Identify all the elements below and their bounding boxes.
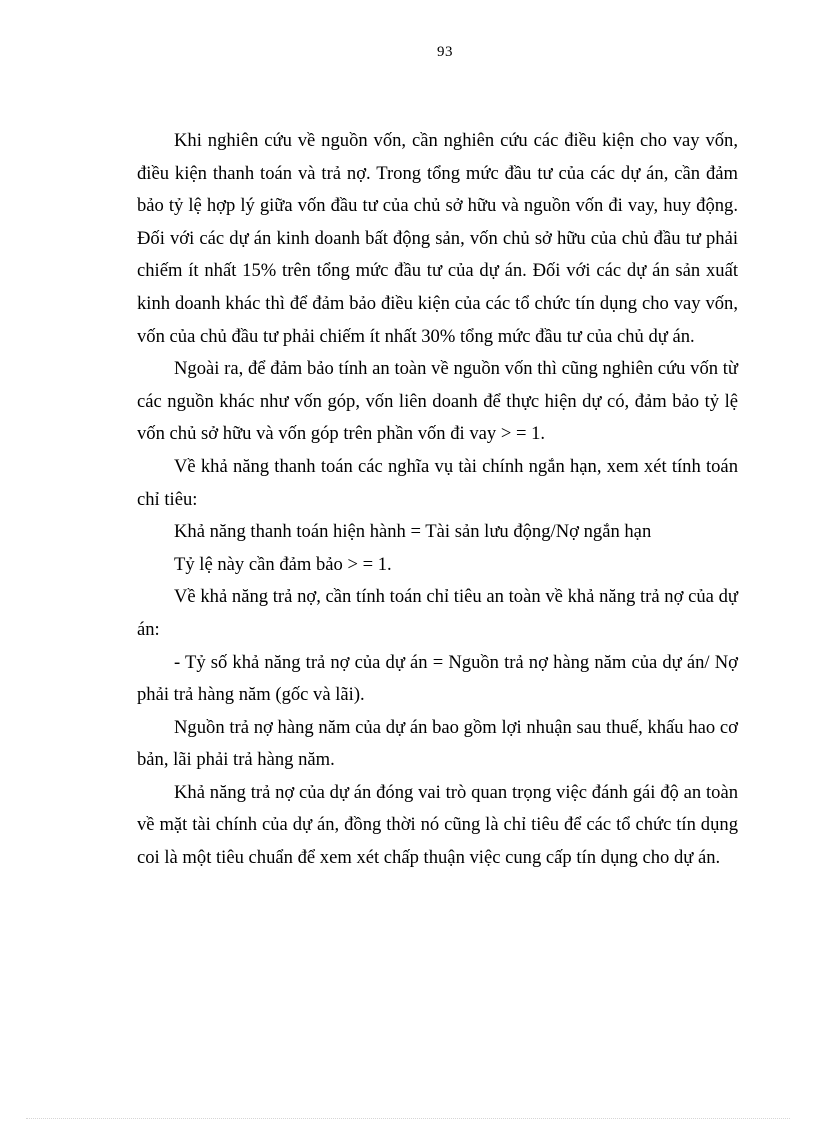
paragraph-repayment-importance: Khả năng trả nợ của dự án đóng vai trò quan trọng việc đánh gái độ an toàn về mặt tài chính của dự án, đồng thời nó cũng là chỉ tiêu để các tổ chức tín dụng coi là một tiêu chuẩn để xem xét chấp thuận việc cung cấp tín dụng cho dự án. (137, 781, 738, 869)
page-bottom-divider (26, 1118, 790, 1119)
document-body (137, 125, 738, 875)
paragraph-short-term-obligations: Về khả năng thanh toán các nghĩa vụ tài chính ngắn hạn, xem xét tính toán chỉ tiêu: (137, 455, 738, 510)
formula-current-ratio: Khả năng thanh toán hiện hành = Tài sản lưu động/Nợ ngắn hạn (174, 521, 652, 543)
current-ratio-requirement: Tỷ lệ này cần đảm bảo > = 1. (174, 553, 392, 575)
formula-debt-service-ratio: - Tỷ số khả năng trả nợ của dự án = Nguồn trả nợ hàng năm của dự án/ Nợ phải trả hàng năm (gốc và lãi). (137, 651, 738, 706)
paragraph-capital-safety: Ngoài ra, để đảm bảo tính an toàn về nguồn vốn thì cũng nghiên cứu vốn từ các nguồn khác như vốn góp, vốn liên doanh để thực hiện dự có, đảm bảo tỷ lệ vốn chủ sở hữu và vốn góp trên phần vốn đi vay > = 1. (137, 358, 738, 445)
page-number: 93 (437, 44, 453, 60)
paragraph-debt-repayment: Về khả năng trả nợ, cần tính toán chỉ tiêu an toàn về khả năng trả nợ của dự án: (137, 586, 738, 640)
paragraph-funding-sources: Khi nghiên cứu về nguồn vốn, cần nghiên cứu các điều kiện cho vay vốn, điều kiện thanh toán và trả nợ. Trong tổng mức đầu tư của các dự án, cần đảm bảo tỷ lệ hợp lý giữa vốn đầu tư của chủ sở hữu và nguồn vốn đi vay, huy động. Đối với các dự án kinh doanh bất động sản, vốn chủ sở hữu của chủ đầu tư phải chiếm ít nhất 15% trên tổng mức đầu tư của dự án. Đối với các dự án sản xuất kinh doanh khác thì để đảm bảo điều kiện của các tổ chức tín dụng cho vay vốn, vốn của chủ đầu tư phải chiếm ít nhất 30% tổng mức đầu tư của chủ dự án. (137, 130, 738, 347)
paragraph-repayment-sources: Nguồn trả nợ hàng năm của dự án bao gồm lợi nhuận sau thuế, khấu hao cơ bản, lãi phải trả hàng năm. (137, 716, 738, 771)
